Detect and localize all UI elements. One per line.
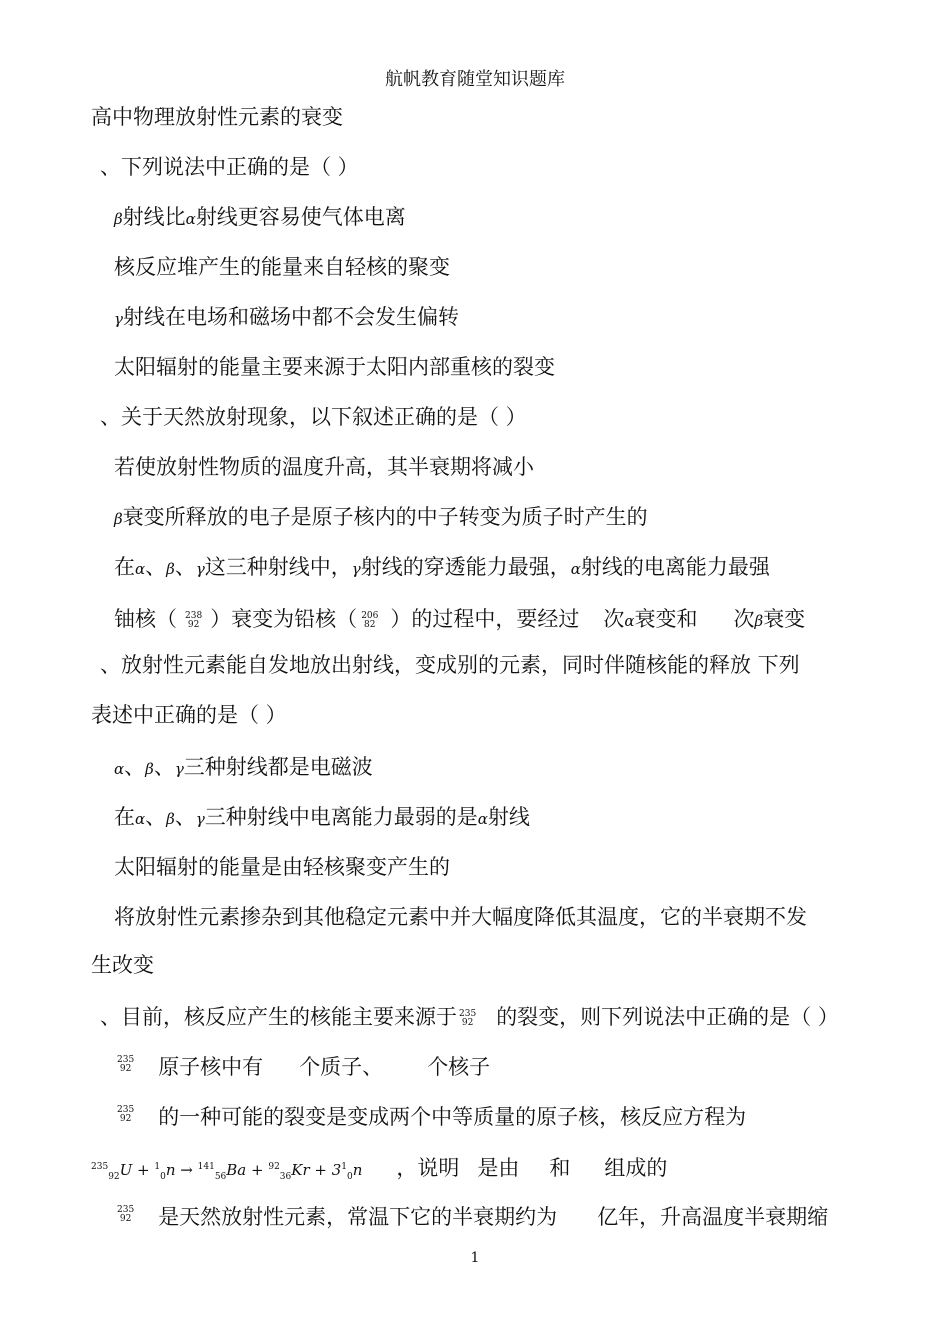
page-number: 1	[470, 1250, 480, 1266]
beta-symbol: β	[754, 612, 764, 630]
gamma-symbol: γ	[351, 560, 361, 578]
nuclide-u235: 235 92	[459, 1008, 477, 1028]
q4-option-c: 235 92 是天然放射性元素，常温下它的半衰期约为 亿年，升高温度半衰期缩	[117, 1204, 829, 1229]
question-2-stem: 、关于天然放射现象，以下叙述正确的是（ ）	[100, 405, 527, 429]
nuclide-u238: 238 92	[185, 610, 203, 630]
q3-option-a: α、β、γ三种射线都是电磁波	[114, 755, 373, 779]
question-3-stem-line2: 表述中正确的是（ ）	[91, 703, 287, 727]
q3-option-b: 在α、β、γ三种射线中电离能力最弱的是α射线	[114, 805, 530, 829]
alpha-symbol: α	[624, 612, 635, 630]
q1-option-b: 核反应堆产生的能量来自轻核的聚变	[114, 255, 450, 279]
q1-option-c: γ射线在电场和磁场中都不会发生偏转	[114, 305, 459, 329]
alpha-symbol: α	[114, 760, 125, 778]
question-4-stem: 、目前，核反应产生的核能主要来源于 235 92 的裂变，则下列说法中正确的是（ ）	[100, 1005, 839, 1029]
q4-fission-equation-line: $^{235}_{92}U + ^1_0n \to ^{141}_{56}Ba + ^{92}_{36}Kr + 3^1_0n$ ，说明 是由 和 组成的	[91, 1156, 668, 1182]
alpha-symbol: α	[185, 210, 196, 228]
q2-option-b: β衰变所释放的电子是原子核内的中子转变为质子时产生的	[114, 505, 648, 529]
page-header: 航帆教育随堂知识题库	[385, 69, 565, 90]
q2-option-a: 若使放射性物质的温度升高，其半衰期将减小	[114, 455, 534, 479]
q3-option-d-line1: 将放射性元素掺杂到其他稳定元素中并大幅度降低其温度，它的半衰期不发	[114, 905, 807, 929]
alpha-symbol: α	[135, 560, 146, 578]
gamma-symbol: γ	[114, 310, 123, 328]
beta-symbol: β	[166, 810, 175, 828]
gamma-symbol: γ	[174, 760, 184, 778]
gamma-symbol: γ	[195, 810, 205, 828]
beta-symbol: β	[145, 760, 154, 778]
nuclide-pb206: 206 82	[361, 610, 379, 630]
gamma-symbol: γ	[195, 560, 205, 578]
question-1-stem: 、下列说法中正确的是（ ）	[100, 155, 359, 179]
alpha-symbol: α	[135, 810, 146, 828]
nuclide-u235: 235 92	[117, 1204, 135, 1224]
alpha-symbol: α	[570, 560, 581, 578]
q2-option-d: 铀核（ 238 92 ）衰变为铅核（ 206 82 ）的过程中，要经过 次α衰变和 次β衰变	[114, 607, 806, 631]
q1-option-d: 太阳辐射的能量主要来源于太阳内部重核的裂变	[114, 355, 555, 379]
question-3-stem-line1: 、放射性元素能自发地放出射线，变成别的元素，同时伴随核能的释放 下列	[100, 653, 800, 677]
fission-equation: $^{235}_{92}U + ^1_0n \to ^{141}_{56}Ba + ^{92}_{36}Kr + 3^1_0n$	[91, 1161, 363, 1182]
q3-option-c: 太阳辐射的能量是由轻核聚变产生的	[114, 855, 450, 879]
q1-option-a: β射线比α射线更容易使气体电离	[114, 205, 406, 229]
q4-option-b: 235 92 的一种可能的裂变是变成两个中等质量的原子核，核反应方程为	[117, 1104, 747, 1129]
alpha-symbol: α	[477, 810, 488, 828]
beta-symbol: β	[114, 510, 123, 528]
nuclide-u235: 235 92	[117, 1054, 135, 1074]
nuclide-u235: 235 92	[117, 1104, 135, 1124]
q4-option-a: 235 92 原子核中有 个质子、 个核子	[117, 1054, 491, 1079]
q2-option-c: 在α、β、γ这三种射线中，γ射线的穿透能力最强，α射线的电离能力最强	[114, 555, 770, 579]
document-title: 高中物理放射性元素的衰变	[91, 105, 343, 129]
beta-symbol: β	[166, 560, 175, 578]
q3-option-d-line2: 生改变	[91, 953, 154, 977]
beta-symbol: β	[114, 210, 123, 228]
